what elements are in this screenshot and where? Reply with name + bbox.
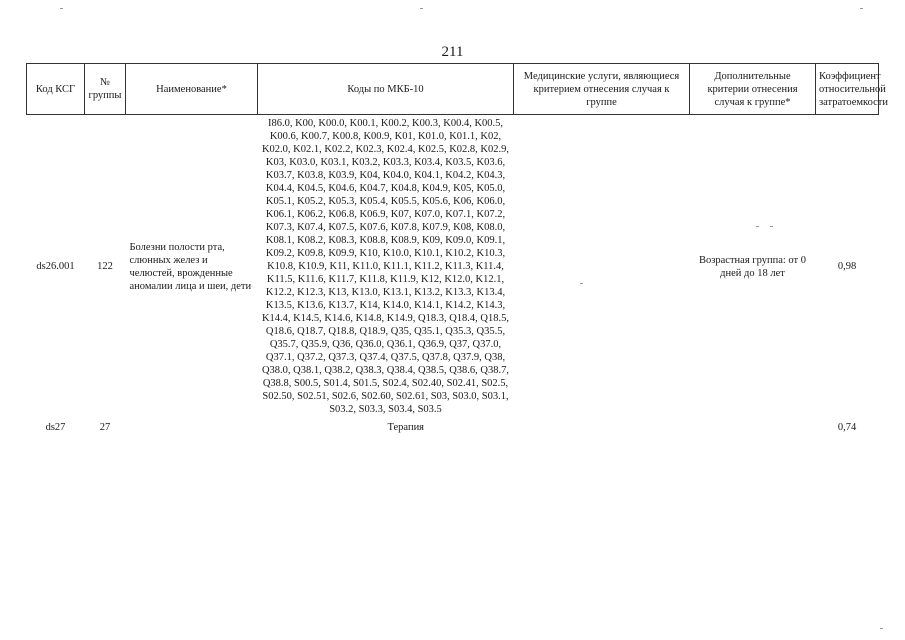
cell-coef: 0,74: [837, 422, 857, 433]
cell-code: ds27: [45, 422, 66, 433]
header-criteria: Дополнительные критерии отнесения случая к группе*: [690, 64, 816, 115]
header-name: Наименование*: [126, 64, 258, 115]
header-services: Медицинские услуги, являющиеся критерием отнесения случая к группе: [514, 64, 690, 115]
header-code: Код КСГ: [27, 64, 85, 115]
scan-speck: [860, 8, 863, 9]
page-number: 211: [441, 44, 464, 60]
table-row: [27, 418, 879, 436]
scan-speck: [880, 628, 883, 629]
header-mkb: Коды по МКБ-10: [258, 64, 514, 115]
cell-empty: [126, 418, 258, 436]
cell-name: Болезни полости рта, слюнных желез и челюстей, врожденные аномалии лица и шеи, дети: [129, 241, 252, 292]
cell-services: [514, 115, 690, 419]
cell-criteria: Возрастная группа: от 0 дней до 18 лет: [699, 254, 806, 279]
scan-speck: [770, 226, 773, 227]
cell-section-label: Терапия: [387, 422, 425, 433]
cell-coef: 0,98: [837, 261, 857, 272]
header-group-no: № группы: [85, 64, 126, 115]
scan-speck: [60, 8, 63, 9]
cell-mkb-codes: I86.0, K00, K00.0, K00.1, K00.2, K00.3, K00.4, K00.5, K00.6, K00.7, K00.8, K00.9, K01, K01.0, K01.1, K02, K02.0, K02.1, K02.2, K02.3, K02.4, K02.5, K02.8, K02.9, K03, K03.0, K03.1, K03.2, K03.3, K03.4, K03.5, K03.6, K03.7, K03.8, K03.9, K04, K04.0, K04.1, K04.2, K04.3, K04.4, K04.5, K04.6, K04.7, K04.8, K04.9, K05, K05.0, K05.1, K05.2, K05.3, K05.4, K05.5, K05.6, K06, K06.0, K06.1, K06.2, K06.8, K06.9, K07, K07.0, K07.1, K07.2, K07.3, K07.4, K07.5, K07.6, K07.8, K07.9, K08, K08.0, K08.1, K08.2, K08.3, K08.8, K08.9, K09, K09.0, K09.1, K09.2, K09.8, K09.9, K10, K10.0, K10.1, K10.2, K10.3, K10.8, K10.9, K11, K11.0, K11.1, K11.2, K11.3, K11.4, K11.5, K11.6, K11.7, K11.8, K11.9, K12, K12.0, K12.1, K12.2, K12.3, K13, K13.0, K13.1, K13.2, K13.3, K13.4, K13.5, K13.6, K13.7, K14, K14.0, K14.1, K14.2, K14.3, K14.4, K14.5, K14.6, K14.8, K14.9, Q18.3, Q18.4, Q18.5, Q18.6, Q18.7, Q18.8, Q18.9, Q35, Q35.1, Q35.3, Q35.5, Q35.7, Q35.9, Q36, Q36.0, Q36.1, Q36.9, Q37, Q37.0, Q37.1, Q37.2, Q37.3, Q37.4, Q37.5, Q37.8, Q37.9, Q38, Q38.0, Q38.1, Q38.2, Q38.3, Q38.4, Q38.5, Q38.6, Q38.7, Q38.8, S00.5, S01.4, S01.5, S02.4, S02.40, S02.41, S02.5, S02.50, S02.51, S02.6, S02.60, S02.61, S03, S03.0, S03.1, S03.2, S03.3, S03.4, S03.5: [261, 118, 510, 415]
scan-speck: [756, 226, 759, 227]
cell-code: ds26.001: [36, 261, 75, 272]
table-row: [27, 115, 879, 419]
table-header-row: [27, 64, 879, 115]
scan-speck: [580, 283, 583, 284]
ksg-table: [26, 63, 888, 436]
cell-group-no: 122: [97, 261, 113, 272]
scan-speck: [420, 8, 423, 9]
header-coef: Коэффициент относительной затратоемкости: [816, 64, 879, 115]
cell-group-no: 27: [99, 422, 111, 433]
